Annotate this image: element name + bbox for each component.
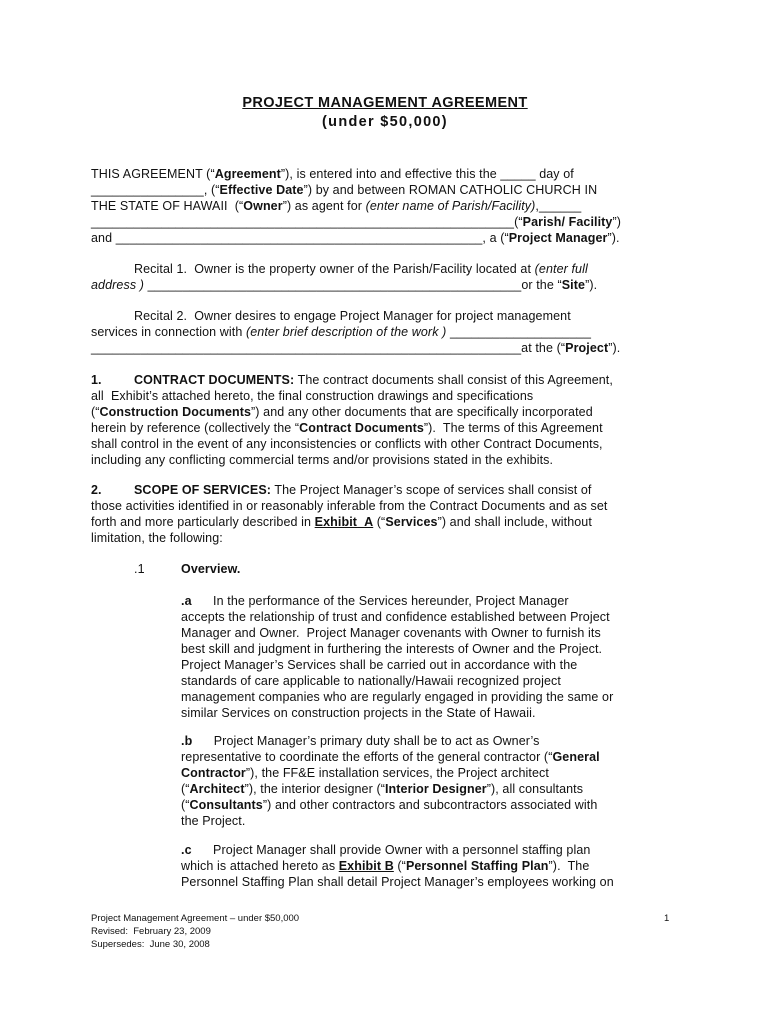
para-c-line-2: which is attached hereto as Exhibit B (“Personnel Staffing Plan”). The — [181, 859, 590, 873]
recital-2-line-1: Recital 2. Owner desires to engage Project Manager for project management — [134, 309, 571, 323]
para-c-line-3: Personnel Staffing Plan shall detail Project Manager’s employees working on — [181, 875, 614, 889]
section-2-line-3: forth and more particularly described in Exhibit_A (“Services”) and shall include, without — [91, 515, 592, 529]
footer-revised: Revised: February 23, 2009 — [91, 926, 211, 937]
section-2-line-1: SCOPE OF SERVICES: The Project Manager’s scope of services shall consist of — [134, 483, 592, 497]
section-2-line-4: limitation, the following: — [91, 531, 223, 545]
para-a-line-7: management companies who are regularly engaged in providing the same or — [181, 690, 614, 704]
section-1-line-2: all Exhibit’s attached hereto, the final construction drawings and specifications — [91, 389, 534, 403]
section-1-line-5: shall control in the event of any inconsistencies or conflicts with other Contract Documents, — [91, 437, 603, 451]
para-a-line-6: standards of care applicable to nationally/Hawaii recognized project — [181, 674, 561, 688]
para-a-line-1: .a In the performance of the Services hereunder, Project Manager — [181, 594, 569, 608]
intro-line-1: THIS AGREEMENT (“Agreement”), is entered into and effective this the _____ day of — [91, 167, 574, 181]
para-b-line-1: .b Project Manager’s primary duty shall be to act as Owner’s — [181, 734, 540, 748]
section-1-line-4: herein by reference (collectively the “Contract Documents”). The terms of this Agreement — [91, 421, 603, 435]
para-b-line-2: representative to coordinate the efforts of the general contractor (“General — [181, 750, 600, 764]
para-b-line-3: Contractor”), the FF&E installation services, the Project architect — [181, 766, 549, 780]
recital-1-line-1: Recital 1. Owner is the property owner of the Parish/Facility located at (enter full — [134, 262, 588, 276]
para-b-line-6: the Project. — [181, 814, 246, 828]
recital-1-line-2: address ) _____________________________________________________or the “Site”). — [91, 278, 598, 292]
recital-2-line-2: services in connection with (enter brief description of the work ) ____________________ — [91, 325, 592, 339]
para-a-line-8: similar Services on construction projects in the State of Hawaii. — [181, 706, 536, 720]
document-subtitle: (under $50,000) — [322, 114, 448, 130]
para-b-line-5: (“Consultants”) and other contractors and subcontractors associated with — [181, 798, 598, 812]
para-a-line-5: Project Manager’s Services shall be carried out in accordance with the — [181, 658, 578, 672]
section-1-line-1: CONTRACT DOCUMENTS: The contract documents shall consist of this Agreement, — [134, 373, 613, 387]
intro-line-2: ________________, (“Effective Date”) by and between ROMAN CATHOLIC CHURCH IN — [91, 183, 598, 197]
subsection-1-number: .1 — [134, 562, 145, 576]
subsection-1-heading: Overview. — [181, 562, 241, 576]
intro-line-5: and ____________________________________________________, a (“Project Manager”). — [91, 231, 620, 245]
para-c-line-1: .c Project Manager shall provide Owner with a personnel staffing plan — [181, 843, 591, 857]
para-a-line-3: Manager and Owner. Project Manager covenants with Owner to furnish its — [181, 626, 601, 640]
section-1-line-6: including any conflicting commercial terms and/or provisions stated in the exhibits. — [91, 453, 554, 467]
section-1-number: 1. — [91, 373, 102, 387]
footer-title: Project Management Agreement – under $50,000 — [91, 913, 300, 924]
para-a-line-2: accepts the relationship of trust and confidence established between Project — [181, 610, 610, 624]
section-2-line-2: those activities identified in or reasonably inferable from the Contract Documents and as set — [91, 499, 608, 513]
footer-supersedes: Supersedes: June 30, 2008 — [91, 939, 210, 950]
section-2-number: 2. — [91, 483, 102, 497]
document-title: PROJECT MANAGEMENT AGREEMENT — [242, 95, 528, 111]
para-a-line-4: best skill and judgment in furthering the interests of Owner and the Project. — [181, 642, 603, 656]
intro-line-4: ____________________________________________________________(“Parish/ Facility”) — [91, 215, 622, 229]
intro-line-3: THE STATE OF HAWAII (“Owner”) as agent for (enter name of Parish/Facility),______ — [91, 199, 582, 213]
section-1-line-3: (“Construction Documents”) and any other documents that are specifically incorporated — [91, 405, 593, 419]
page-number: 1 — [664, 913, 670, 924]
para-b-line-4: (“Architect”), the interior designer (“Interior Designer”), all consultants — [181, 782, 584, 796]
recital-2-line-3: _____________________________________________________________at the (“Project”). — [91, 341, 621, 355]
